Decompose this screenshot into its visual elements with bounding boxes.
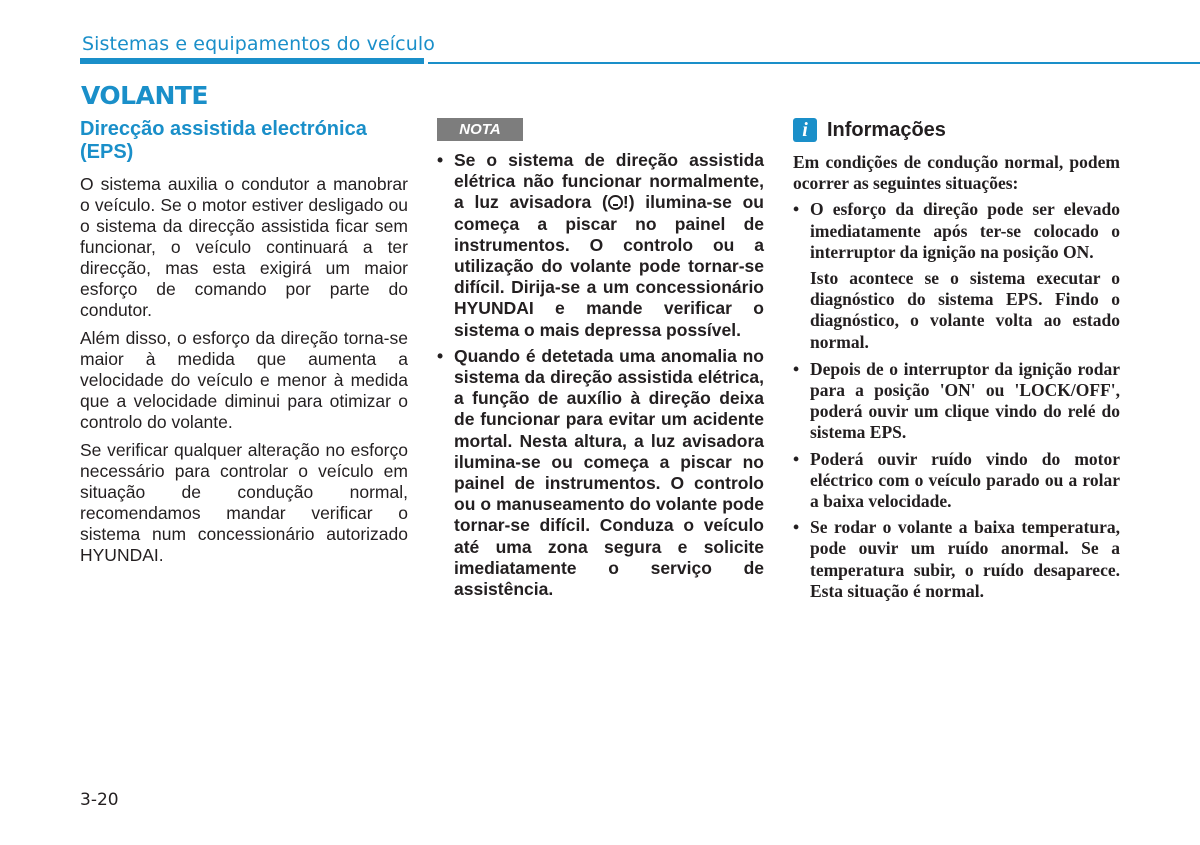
- paragraph-1: O sistema auxilia o condutor a manobrar o veículo. Se o motor estiver desligado ou o sistema da direcção assistida ficar sem funcionar, o veículo continuará a ter direcção, mas esta exigirá um maior esforço de comando por parte do condutor.: [80, 174, 408, 320]
- info-icon: i: [793, 118, 817, 142]
- nota-bullet-1-text-b: ) ilumina-se ou começa a piscar no painel de instrumentos. O controlo ou a utilização do volante pode tornar-se difícil. Dirija-se a um concessionário HYUNDAI e mande verificar o sistema o mais depressa possível.: [454, 192, 764, 340]
- column-informacoes: [793, 118, 1120, 607]
- bullet-dot: •: [793, 358, 800, 379]
- paragraph-3: Se verificar qualquer alteração no esforço necessário para controlar o veículo em situação de condução normal, recomendamos mandar verificar o sistema num concessionário autorizado HYUNDAI.: [80, 440, 408, 565]
- info-bullet-1-text: O esforço da direção pode ser elevado imediatamente após ter-se colocado o interruptor da ignição na posição ON.: [810, 199, 1120, 262]
- info-bullet-1: [793, 199, 1120, 263]
- info-bullet-4-text: Se rodar o volante a baixa temperatura, pode ouvir um ruído anormal. Se a temperatura subir, o ruído desaparece. Esta situação é normal.: [810, 517, 1120, 601]
- info-bullet-list-continued: [793, 359, 1120, 602]
- nota-bullet-1: [437, 150, 764, 341]
- section-title: VOLANTE: [81, 81, 208, 110]
- header-rule-thin: [428, 62, 1200, 64]
- info-title: Informações: [827, 118, 946, 141]
- nota-bullet-1-text-a: Se o sistema de direção assistida elétrica não funcionar normalmente, a luz avisadora (: [454, 150, 764, 213]
- running-header: Sistemas e equipamentos do veículo: [82, 33, 435, 55]
- info-bullet-1-subparagraph: Isto acontece se o sistema executar o diagnóstico do sistema EPS. Findo o diagnóstico, o volante volta ao estado normal.: [810, 268, 1120, 352]
- info-bullet-4: [793, 517, 1120, 602]
- page-number: 3-20: [80, 790, 119, 810]
- subheading-eps: Direcção assistida electrónica (EPS): [80, 118, 367, 163]
- info-bullet-2-text: Depois de o interruptor da ignição rodar para a posição 'ON' ou 'LOCK/OFF', poderá ouvir um clique vindo do relé do sistema EPS.: [810, 358, 1120, 443]
- nota-badge: NOTA: [437, 118, 523, 141]
- bullet-dot: •: [793, 517, 800, 538]
- info-bullet-2: [793, 359, 1120, 444]
- info-bullet-3-text: Poderá ouvir ruído vindo do motor eléctrico com o veículo parado ou a rolar a baixa velocidade.: [810, 448, 1120, 512]
- info-bullet-3: [793, 449, 1120, 513]
- info-header: [793, 118, 1120, 142]
- nota-bullet-list: [437, 150, 764, 600]
- bullet-dot: •: [437, 345, 444, 366]
- eps-warning-light-icon: [608, 195, 623, 210]
- info-bullet-list: [793, 199, 1120, 263]
- bullet-dot: •: [437, 150, 444, 170]
- column-nota: [437, 118, 764, 605]
- info-intro: Em condições de condução normal, podem ocorrer as seguintes situações:: [793, 152, 1120, 194]
- bullet-dot: •: [793, 448, 800, 469]
- paragraph-2: Além disso, o esforço da direção torna-se maior à medida que aumenta a velocidade do veículo e menor à medida que a velocidade diminui para otimizar o controlo do volante.: [80, 328, 408, 432]
- column-eps-description: [80, 118, 408, 573]
- nota-bullet-2-text: Quando é detetada uma anomalia no sistema da direção assistida elétrica, a função de auxílio à direção deixa de funcionar para evitar um acidente mortal. Nesta altura, a luz avisadora ilumina-se ou começa a piscar no painel de instrumentos. O controlo ou o manuseamento do volante pode tornar-se difícil. Conduza o veículo até uma zona segura e solicite imediatamente o serviço de assistência.: [454, 345, 764, 600]
- eps-warning-mark: !: [622, 192, 629, 213]
- header-rule-thick: [80, 58, 424, 64]
- bullet-dot: •: [793, 199, 800, 220]
- nota-bullet-2: [437, 346, 764, 600]
